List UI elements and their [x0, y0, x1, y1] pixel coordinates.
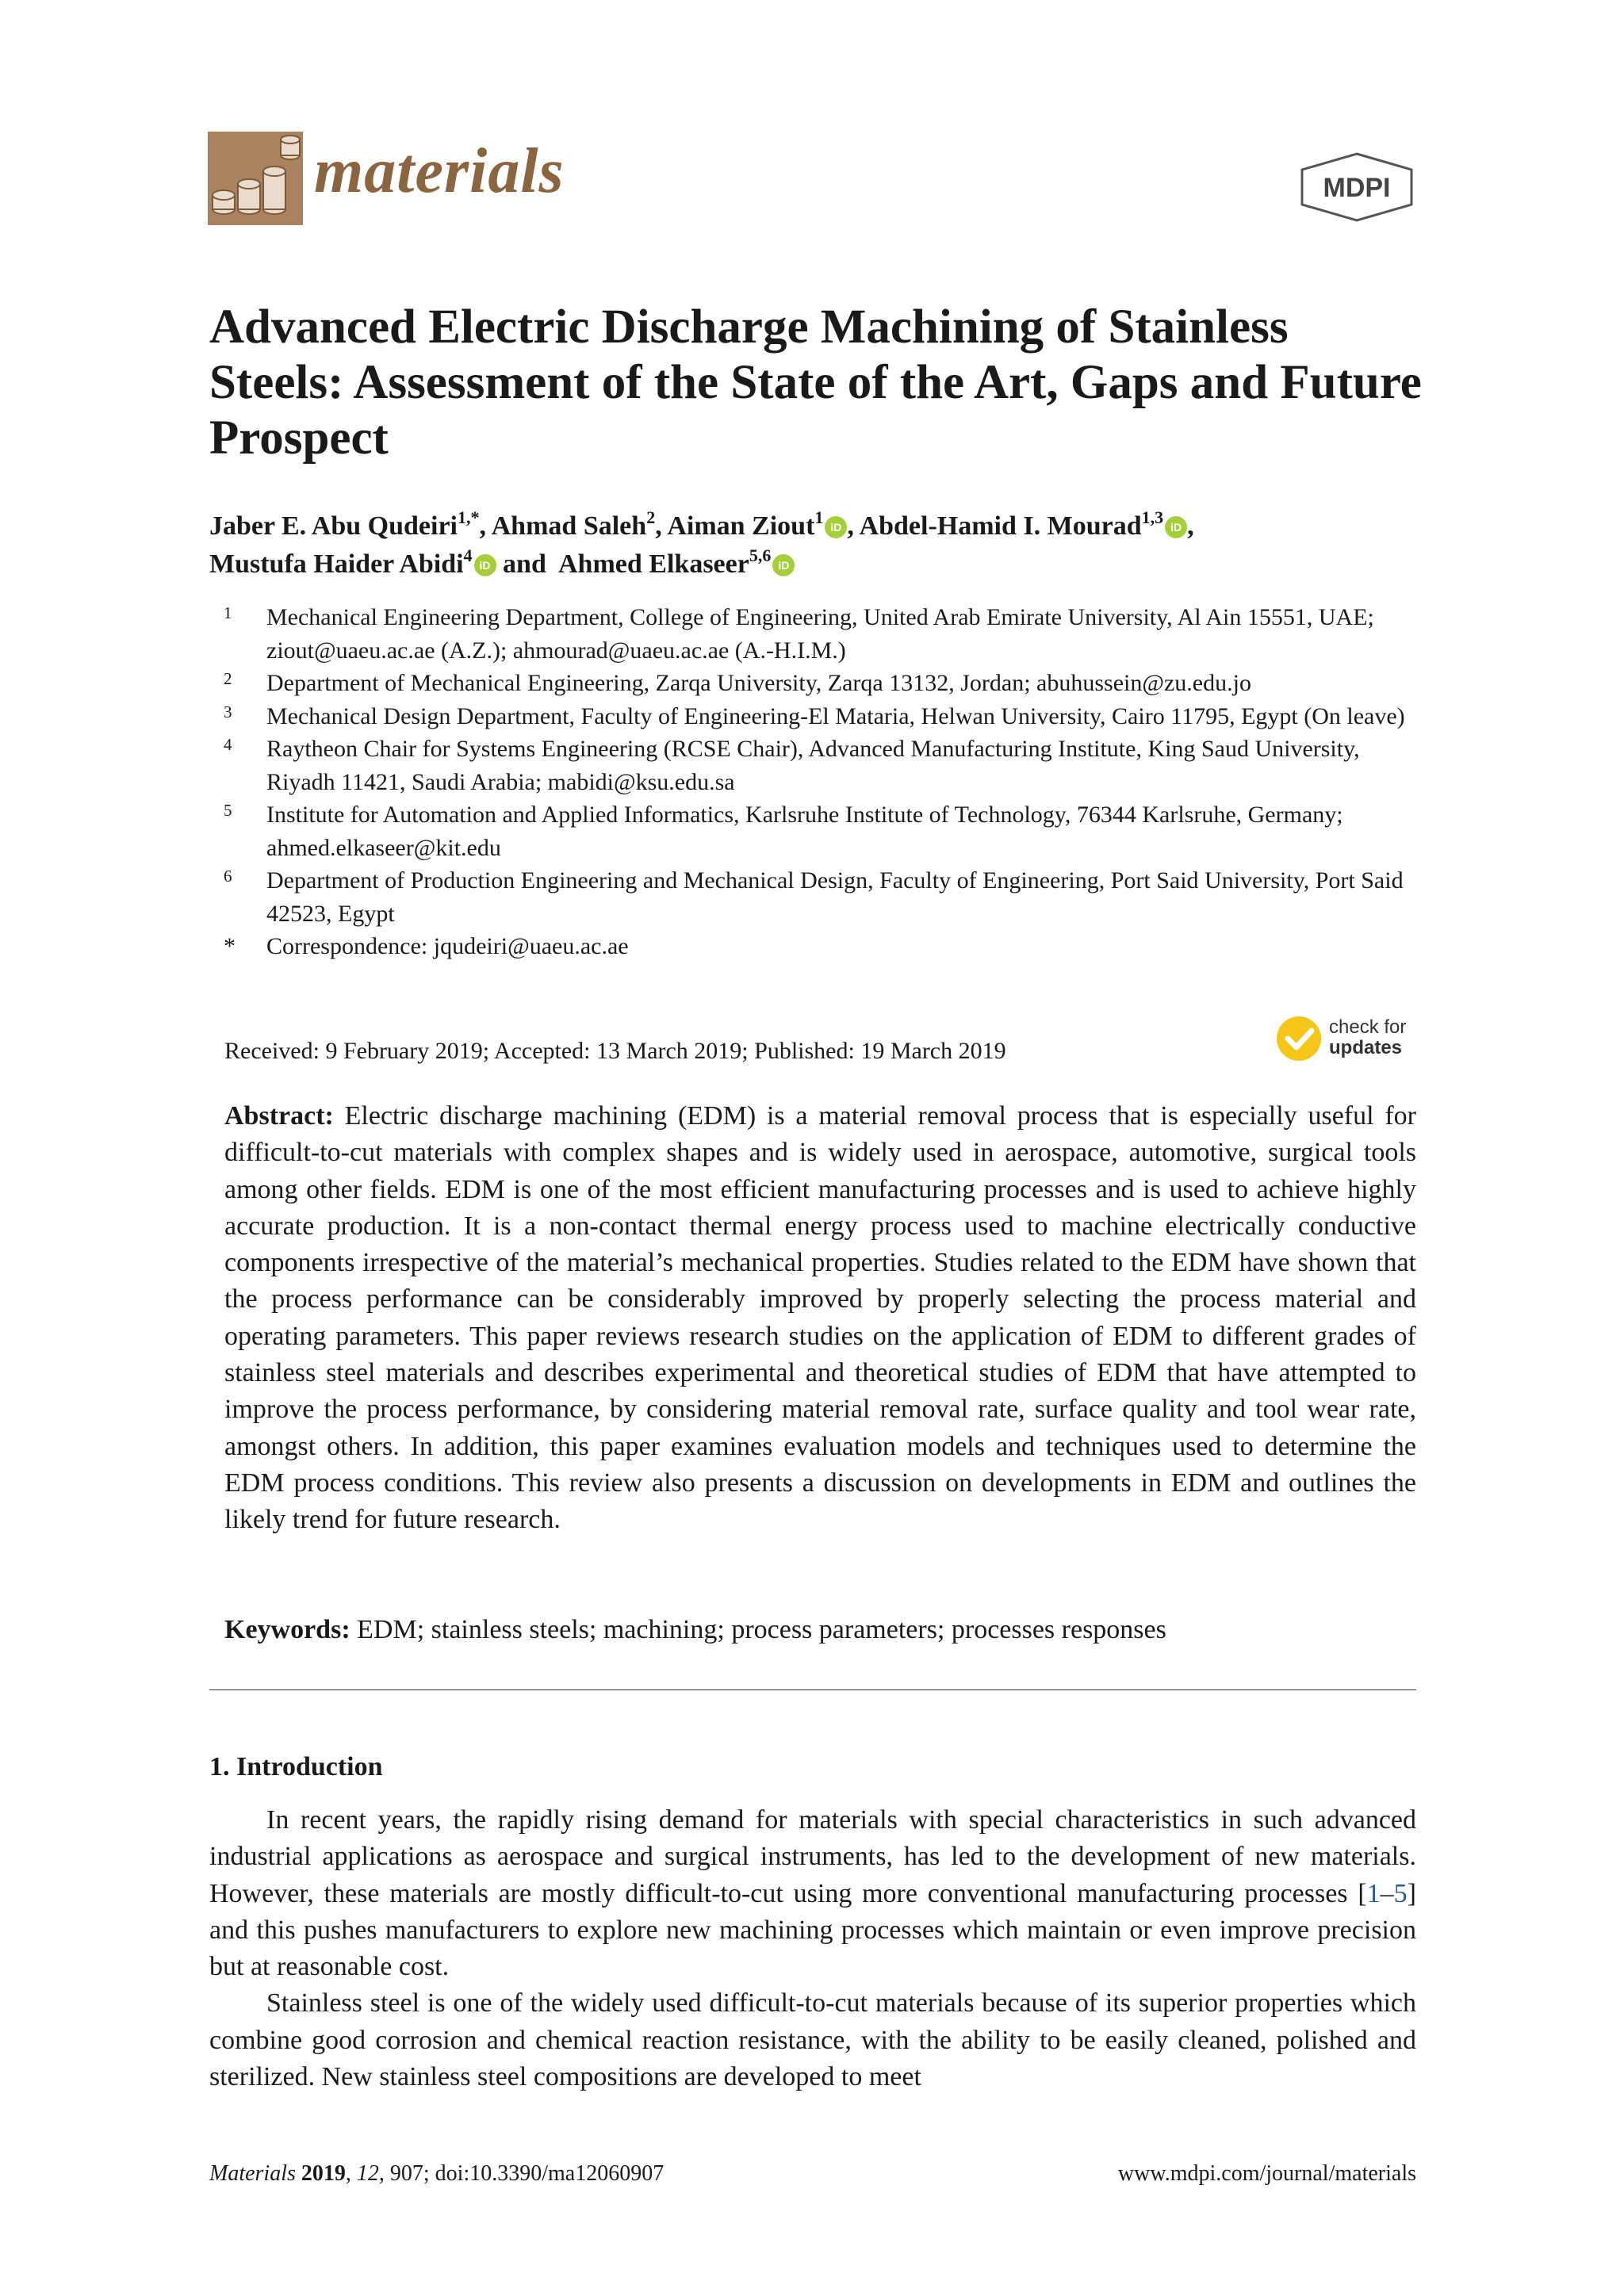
author-affiliation-mark: 1,3: [1141, 507, 1164, 527]
author-separator: ,: [479, 511, 492, 541]
journal-name: materials: [314, 136, 565, 206]
author-separator: ,: [655, 511, 668, 541]
affiliation-text: Mechanical Engineering Department, College of Engineering, United Arab Emirate University, Al Ain 15551, UAE; ziout@uaeu.ac.ae (A.Z.); ahmourad@uaeu.ac.ae (A.-H.I.M.): [266, 604, 1374, 664]
author-affiliation-mark: 1: [814, 507, 824, 527]
abstract: [224, 1098, 1416, 1539]
affiliation-item: [224, 700, 1429, 733]
author-name[interactable]: Jaber E. Abu Qudeiri: [209, 511, 458, 541]
keywords-text: EDM; stainless steels; machining; process parameters; processes responses: [357, 1615, 1166, 1644]
affiliation-number: 6: [224, 867, 232, 886]
correspondence-text: Correspondence: jqudeiri@uaeu.ac.ae: [266, 933, 629, 959]
updates-badge-line1: check for: [1329, 1016, 1407, 1038]
citation-link[interactable]: 5: [1393, 1878, 1408, 1908]
affiliation-item: [224, 667, 1429, 700]
check-for-updates-button[interactable]: [1275, 1012, 1418, 1067]
paragraph-text: ] and this pushes manufacturers to explore new machining processes which maintain or even improve precision but at reasonable cost.: [209, 1878, 1416, 1982]
correspondence-mark: *: [224, 933, 236, 959]
affiliation-number: 1: [224, 603, 232, 622]
publisher-logo-icon: [1297, 151, 1416, 224]
correspondence-item: [224, 930, 1429, 963]
orcid-icon[interactable]: iD: [825, 516, 847, 538]
section-heading: 1. Introduction: [209, 1752, 383, 1781]
affiliation-text: Mechanical Design Department, Faculty of Engineering-El Mataria, Helwan University, Cairo 11795, Egypt (On leave): [266, 702, 1405, 729]
author-affiliation-mark: 5,6: [749, 545, 772, 565]
author-name[interactable]: Mustufa Haider Abidi: [209, 549, 464, 579]
affiliation-item: [224, 864, 1429, 930]
author-name[interactable]: Ahmad Saleh: [491, 511, 647, 541]
citation-link[interactable]: 1: [1366, 1878, 1381, 1908]
author-separator: ,: [1187, 511, 1194, 541]
footer-url[interactable]: www.mdpi.com/journal/materials: [1117, 2161, 1416, 2186]
affiliation-number: 5: [224, 801, 232, 820]
author-name[interactable]: Aiman Ziout: [667, 511, 815, 541]
affiliation-number: 4: [224, 735, 232, 754]
citation-dash: –: [1380, 1878, 1394, 1908]
section-divider: [209, 1689, 1416, 1690]
footer-citation: Materials 2019, 12, 907; doi:10.3390/ma12060907: [209, 2161, 665, 2186]
author-name[interactable]: Ahmed Elkaseer: [558, 549, 749, 579]
author-list: [209, 507, 1415, 584]
author-affiliation-mark: 4: [463, 545, 473, 565]
footer-doi: , 907; doi:10.3390/ma12060907: [378, 2161, 665, 2186]
footer-volume: 12: [356, 2161, 379, 2186]
updates-badge-line2: updates: [1329, 1037, 1403, 1058]
journal-logo-icon: [208, 132, 303, 225]
check-updates-icon: [1275, 1015, 1323, 1062]
affiliation-number: 3: [224, 702, 232, 721]
orcid-icon[interactable]: iD: [772, 554, 795, 576]
publisher-name: MDPI: [1323, 173, 1391, 203]
affiliation-number: 2: [224, 669, 232, 688]
body-paragraph: Stainless steel is one of the widely used difficult-to-cut materials because of its superior properties which combine good corrosion and chemical reaction resistance, with the ability to be easily cleaned, polished and sterilized. New stainless steel compositions are developed to meet: [209, 1988, 1416, 2092]
keywords: [224, 1612, 1416, 1648]
affiliation-item: [224, 798, 1429, 864]
affiliation-item: [224, 733, 1429, 798]
affiliation-list: [224, 601, 1429, 963]
affiliation-item: [224, 601, 1429, 667]
paragraph-text: In recent years, the rapidly rising demand for materials with special characteristics in such advanced industrial applications as aerospace and surgical instruments, has led to the development of new materials. However, these materials are mostly difficult-to-cut using more conventional manufacturing processes [: [209, 1805, 1416, 1908]
abstract-label: Abstract:: [224, 1101, 334, 1131]
author-separator: ,: [847, 511, 860, 541]
affiliation-text: Department of Mechanical Engineering, Zarqa University, Zarqa 13132, Jordan; abuhussein@zu.edu.jo: [266, 670, 1251, 696]
abstract-text: Electric discharge machining (EDM) is a material removal process that is especially useful for difficult-to-cut materials with complex shapes and is widely used in aerospace, automotive, surgical tools among other fields. EDM is one of the most efficient manufacturing processes and is used to achieve highly accurate production. It is a non-contact thermal energy process used to machine electrically conductive components irrespective of the material’s mechanical properties. Studies related to the EDM have shown that the process performance can be considerably improved by properly selecting the process material and operating parameters. This paper reviews research studies on the application of EDM to different grades of stainless steel materials and describes experimental and theoretical studies of EDM that have attempted to improve the process performance, by considering material removal rate, surface quality and tool wear rate, amongst others. In addition, this paper examines evaluation models and techniques used to determine the EDM process conditions. This review also presents a discussion on developments in EDM and outlines the likely trend for future research.: [224, 1101, 1417, 1535]
author-affiliation-mark: 1,*: [458, 507, 480, 527]
affiliation-text: Raytheon Chair for Systems Engineering (RCSE Chair), Advanced Manufacturing Institute, King Saud University, Riyadh 11421, Saudi Arabia; mabidi@ksu.edu.sa: [266, 736, 1360, 795]
author-separator: and: [496, 549, 553, 579]
article-title: Advanced Electric Discharge Machining of Stainless Steels: Assessment of the State of the Art, Gaps and Future Prospect: [209, 300, 1422, 465]
publication-dates: Received: 9 February 2019; Accepted: 13 March 2019; Published: 19 March 2019: [224, 1038, 1006, 1064]
footer-journal: Materials: [209, 2161, 296, 2186]
footer-year: 2019: [301, 2161, 346, 2186]
body-paragraph: [209, 1802, 1416, 1985]
author-affiliation-mark: 2: [646, 507, 656, 527]
orcid-icon[interactable]: iD: [474, 554, 496, 576]
affiliation-text: Institute for Automation and Applied Informatics, Karlsruhe Institute of Technology, 76344 Karlsruhe, Germany; ahmed.elkaseer@kit.edu: [266, 802, 1343, 861]
introduction-body: [209, 1802, 1416, 2095]
orcid-icon[interactable]: iD: [1165, 516, 1187, 538]
keywords-label: Keywords:: [224, 1615, 350, 1644]
affiliation-text: Department of Production Engineering and Mechanical Design, Faculty of Engineering, Port Said University, Port Said 42523, Egypt: [266, 867, 1404, 927]
author-name[interactable]: Abdel-Hamid I. Mourad: [859, 511, 1142, 541]
